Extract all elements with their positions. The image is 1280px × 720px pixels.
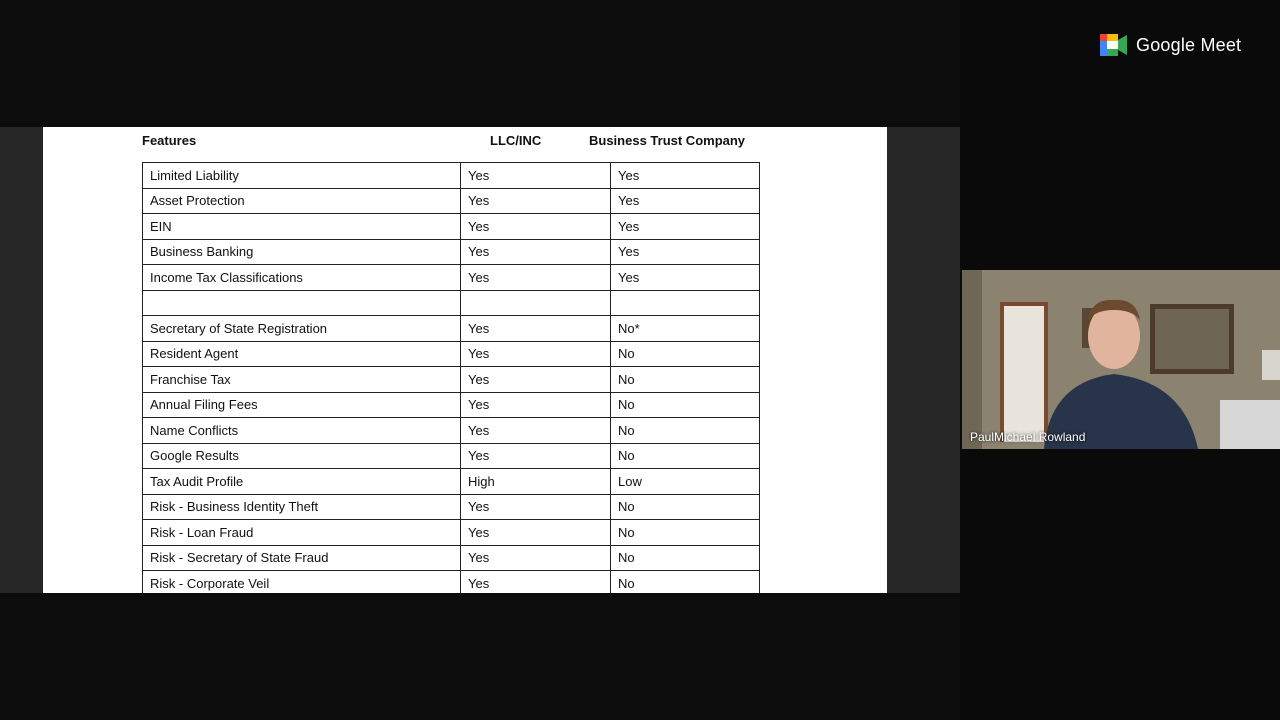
table-row — [143, 367, 760, 393]
feature-cell: EIN — [143, 214, 461, 240]
feature-cell: Business Banking — [143, 239, 461, 265]
llc-inc-cell: Yes — [461, 520, 611, 546]
table-row — [143, 392, 760, 418]
business-trust-cell: No — [611, 545, 760, 571]
feature-cell: Income Tax Classifications — [143, 265, 461, 291]
llc-inc-cell — [461, 290, 611, 316]
business-trust-cell: Yes — [611, 188, 760, 214]
llc-inc-cell: Yes — [461, 265, 611, 291]
video-printer — [1220, 400, 1280, 449]
business-trust-cell: No — [611, 443, 760, 469]
google-meet-brand — [1100, 34, 1241, 56]
logo-quad-blue — [1100, 41, 1107, 56]
table-row — [143, 265, 760, 291]
table-row — [143, 188, 760, 214]
feature-cell: Secretary of State Registration — [143, 316, 461, 342]
table-row — [143, 571, 760, 594]
table-row — [143, 520, 760, 546]
feature-cell: Resident Agent — [143, 341, 461, 367]
table-row — [143, 418, 760, 444]
business-trust-cell: No — [611, 571, 760, 594]
feature-cell: Risk - Loan Fraud — [143, 520, 461, 546]
feature-cell — [143, 290, 461, 316]
llc-inc-cell: Yes — [461, 392, 611, 418]
business-trust-cell: Low — [611, 469, 760, 495]
feature-cell: Annual Filing Fees — [143, 392, 461, 418]
table-row — [143, 341, 760, 367]
participant-video-tile[interactable] — [962, 270, 1280, 449]
logo-camera-lens — [1118, 35, 1127, 55]
llc-inc-cell: Yes — [461, 367, 611, 393]
llc-inc-cell: Yes — [461, 316, 611, 342]
business-trust-cell: No — [611, 494, 760, 520]
llc-inc-cell: Yes — [461, 188, 611, 214]
features-table — [142, 162, 760, 593]
llc-inc-cell: Yes — [461, 545, 611, 571]
video-picture — [1155, 309, 1229, 369]
table-row — [143, 290, 760, 316]
logo-quad-red — [1100, 34, 1107, 41]
table-row — [143, 545, 760, 571]
feature-cell: Tax Audit Profile — [143, 469, 461, 495]
llc-inc-cell: Yes — [461, 163, 611, 189]
llc-inc-cell: Yes — [461, 239, 611, 265]
video-door — [1004, 306, 1044, 442]
table-row — [143, 494, 760, 520]
feature-cell: Name Conflicts — [143, 418, 461, 444]
llc-inc-cell: Yes — [461, 418, 611, 444]
table-row — [143, 163, 760, 189]
llc-inc-cell: High — [461, 469, 611, 495]
logo-center — [1107, 41, 1118, 49]
feature-cell: Risk - Corporate Veil — [143, 571, 461, 594]
feature-cell: Asset Protection — [143, 188, 461, 214]
logo-quad-yellow — [1107, 34, 1118, 41]
table-row — [143, 239, 760, 265]
business-trust-cell: No — [611, 367, 760, 393]
feature-cell: Franchise Tax — [143, 367, 461, 393]
business-trust-cell: Yes — [611, 239, 760, 265]
business-trust-cell: No* — [611, 316, 760, 342]
logo-quad-green — [1107, 49, 1118, 56]
business-trust-cell: No — [611, 341, 760, 367]
participant-name: PaulMichael Rowland — [970, 430, 1086, 444]
feature-cell: Limited Liability — [143, 163, 461, 189]
table-row — [143, 214, 760, 240]
table-row — [143, 469, 760, 495]
feature-cell: Risk - Business Identity Theft — [143, 494, 461, 520]
header-business-trust: Business Trust Company — [589, 133, 746, 148]
business-trust-cell: Yes — [611, 214, 760, 240]
business-trust-cell — [611, 290, 760, 316]
table-row — [143, 316, 760, 342]
google-meet-logo-icon — [1100, 34, 1128, 56]
llc-inc-cell: Yes — [461, 214, 611, 240]
llc-inc-cell: Yes — [461, 443, 611, 469]
header-features: Features — [142, 133, 197, 148]
llc-inc-cell: Yes — [461, 341, 611, 367]
business-trust-cell: No — [611, 520, 760, 546]
business-trust-cell: Yes — [611, 163, 760, 189]
video-wall-item — [1262, 350, 1280, 380]
video-left-wall-shadow — [962, 270, 982, 449]
llc-inc-cell: Yes — [461, 571, 611, 594]
feature-cell: Risk - Secretary of State Fraud — [143, 545, 461, 571]
business-trust-cell: No — [611, 418, 760, 444]
business-trust-cell: Yes — [611, 265, 760, 291]
header-llc-inc: LLC/INC — [490, 133, 542, 148]
app-name: Google Meet — [1136, 34, 1242, 55]
table-row — [143, 443, 760, 469]
llc-inc-cell: Yes — [461, 494, 611, 520]
business-trust-cell: No — [611, 392, 760, 418]
feature-cell: Google Results — [143, 443, 461, 469]
participant-video-feed — [962, 270, 1280, 449]
shared-slide — [43, 127, 887, 593]
